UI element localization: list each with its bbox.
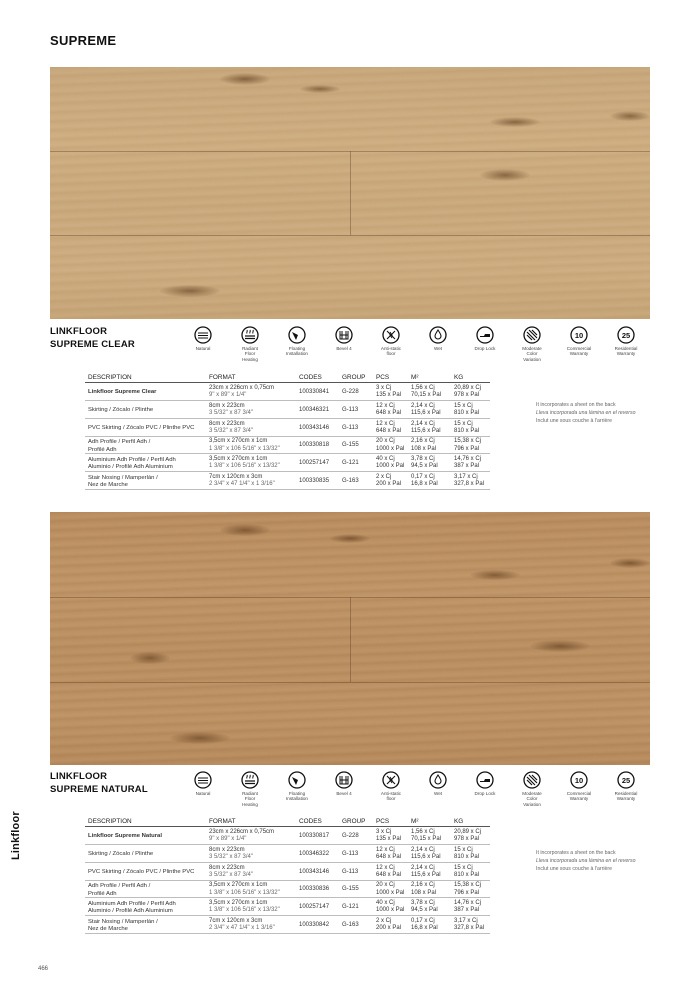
row-group: G-121 [342, 460, 359, 467]
table-row [85, 402, 490, 419]
row-group: G-113 [342, 868, 359, 875]
residential-warranty-icon [596, 771, 656, 802]
row-format: 3,5cm x 270cm x 1cm 1 3/8" x 106 5/16" x 13/32" [209, 882, 280, 896]
col-m2: M² [411, 374, 419, 381]
row-kg: 15 x Cj 810 x Pal [454, 864, 480, 878]
col-codes: CODES [299, 818, 322, 825]
row-format: 8cm x 223cm 3 5/32" x 87 3/4" [209, 864, 253, 878]
row-code: 100330841 [299, 389, 330, 395]
icon-label: Radiant Floor Heating [242, 791, 258, 807]
row-pcs: 3 x Cj 135 x Pal [376, 385, 402, 399]
table-row [85, 846, 490, 863]
row-group: G-121 [342, 904, 359, 911]
row-m2: 3,78 x Cj 94,5 x Pal [411, 900, 438, 914]
row-description: Stair Nosing / Mamperlán / Nez de Marche [88, 475, 158, 489]
row-code: 100346322 [299, 850, 330, 857]
col-group: GROUP [342, 374, 366, 381]
row-kg: 15,38 x Cj 796 x Pal [454, 438, 482, 452]
icon-label: Drop Lock [474, 346, 496, 351]
row-format: 3,5cm x 270cm x 1cm 1 3/8" x 106 5/16" x 13/32" [209, 900, 280, 914]
row-format: 8cm x 223cm 3 5/32" x 87 3/4" [209, 420, 253, 434]
row-pcs: 20 x Cj 1000 x Pal [376, 438, 405, 452]
icon-label: Drop Lock [474, 791, 496, 796]
page-number: 466 [38, 966, 49, 972]
row-kg: 15,38 x Cj 796 x Pal [454, 882, 482, 896]
wood-floor-image-clear [50, 67, 650, 319]
icon-label: Floating Installation [286, 791, 308, 802]
row-pcs: 20 x Cj 1000 x Pal [376, 882, 405, 896]
col-m2: M² [411, 818, 419, 825]
icon-label: Wet [433, 346, 443, 351]
table-row [85, 437, 490, 454]
feature-icons [190, 326, 660, 370]
table-header [85, 818, 490, 827]
row-format: 23cm x 226cm x 0,75cm 9" x 89" x 1/4" [209, 829, 275, 843]
row-description: Linkfloor Supreme Clear [88, 389, 157, 395]
row-code: 100346321 [299, 406, 330, 413]
row-code: 100330817 [299, 833, 330, 839]
page-title: SUPREME [50, 33, 117, 48]
row-description: Linkfloor Supreme Natural [88, 833, 162, 839]
row-code: 100330842 [299, 922, 330, 928]
row-kg: 15 x Cj 810 x Pal [454, 846, 480, 860]
svg-text:25: 25 [621, 776, 631, 785]
row-format: 3,5cm x 270cm x 1cm 1 3/8" x 106 5/16" x 13/32" [209, 456, 280, 470]
row-description: Skirting / Zócalo / Plinthe [88, 406, 154, 413]
row-description: PVC Skirting / Zócalo PVC / Plinthe PVC [88, 868, 195, 875]
row-m2: 0,17 x Cj 16,8 x Pal [411, 918, 438, 932]
row-pcs: 12 x Cj 648 x Pal [376, 846, 402, 860]
table-row [85, 473, 490, 490]
row-m2: 0,17 x Cj 16,8 x Pal [411, 474, 438, 488]
row-m2: 2,14 x Cj 115,6 x Pal [411, 420, 441, 434]
row-description: Adh Profile / Perfil Adh / Profilé Adh [88, 439, 151, 453]
table-row [85, 881, 490, 898]
icon-label: Natural [195, 791, 211, 796]
row-group: G-155 [342, 442, 359, 449]
col-codes: CODES [299, 374, 322, 381]
section-name-natural: LINKFLOOR SUPREME NATURAL [50, 771, 148, 795]
row-group: G-228 [342, 389, 359, 395]
row-format: 8cm x 223cm 3 5/32" x 87 3/4" [209, 402, 253, 416]
row-m2: 2,14 x Cj 115,6 x Pal [411, 402, 441, 416]
row-code: 100330835 [299, 478, 330, 484]
row-pcs: 2 x Cj 200 x Pal [376, 918, 402, 932]
row-group: G-155 [342, 886, 359, 893]
icon-label: Moderate Color Variation [522, 791, 542, 807]
feature-icons [190, 771, 660, 815]
row-pcs: 2 x Cj 200 x Pal [376, 474, 402, 488]
row-pcs: 12 x Cj 648 x Pal [376, 864, 402, 878]
side-brand: Linkfloor [10, 811, 22, 860]
row-code: 100343146 [299, 424, 330, 431]
row-code: 100257147 [299, 460, 330, 467]
col-description: DESCRIPTION [88, 818, 132, 825]
icon-label: Moderate Color Variation [522, 346, 542, 362]
row-kg: 3,17 x Cj 327,8 x Pal [454, 918, 485, 932]
icon-label: Anti-static floor [380, 791, 402, 802]
col-pcs: PCS [376, 374, 390, 381]
section-name-clear: LINKFLOOR SUPREME CLEAR [50, 326, 135, 350]
table-row [85, 899, 490, 916]
icon-label: Anti-static floor [380, 346, 402, 357]
backing-note-natural: It incorporates a sheet on the back Lleva incorporada una lámina en el reverso Inclut une sous couche à l'arrière [536, 850, 636, 872]
row-pcs: 3 x Cj 135 x Pal [376, 829, 402, 843]
icon-label: Commercial Warranty [566, 791, 592, 802]
row-description: Aluminium Adh Profile / Perfil Adh Aluminio / Profilé Adh Aluminium [88, 457, 176, 471]
row-kg: 3,17 x Cj 327,8 x Pal [454, 474, 485, 488]
table-header [85, 374, 490, 383]
row-format: 7cm x 120cm x 3cm 2 3/4" x 47 1/4" x 1 3/16" [209, 474, 275, 488]
row-pcs: 12 x Cj 648 x Pal [376, 402, 402, 416]
row-kg: 15 x Cj 810 x Pal [454, 402, 480, 416]
row-kg: 15 x Cj 810 x Pal [454, 420, 480, 434]
col-kg: KG [454, 374, 464, 381]
row-kg: 20,89 x Cj 978 x Pal [454, 385, 482, 399]
row-description: Aluminium Adh Profile / Perfil Adh Aluminio / Profilé Adh Aluminium [88, 901, 176, 915]
row-pcs: 40 x Cj 1000 x Pal [376, 456, 405, 470]
col-pcs: PCS [376, 818, 390, 825]
backing-note-clear: It incorporates a sheet on the back Lleva incorporada una lámina en el reverso Inclut une sous couche à l'arrière [536, 402, 636, 424]
row-code: 100257147 [299, 904, 330, 911]
row-kg: 14,76 x Cj 387 x Pal [454, 456, 482, 470]
row-code: 100330836 [299, 886, 330, 893]
row-description: PVC Skirting / Zócalo PVC / Plinthe PVC [88, 424, 195, 431]
svg-text:10: 10 [574, 776, 584, 785]
row-format: 23cm x 226cm x 0,75cm 9" x 89" x 1/4" [209, 385, 275, 399]
row-m2: 2,16 x Cj 108 x Pal [411, 882, 437, 896]
icon-label: Residential Warranty [614, 791, 638, 802]
col-format: FORMAT [209, 374, 236, 381]
row-m2: 1,56 x Cj 70,15 x Pal [411, 385, 442, 399]
icon-label: Commercial Warranty [566, 346, 592, 357]
row-format: 7cm x 120cm x 3cm 2 3/4" x 47 1/4" x 1 3/16" [209, 918, 275, 932]
row-group: G-113 [342, 406, 359, 413]
table-row [85, 455, 490, 472]
icon-label: Floating Installation [286, 346, 308, 357]
row-group: G-228 [342, 833, 359, 839]
icon-label: Radiant Floor Heating [242, 346, 258, 362]
svg-text:25: 25 [621, 331, 631, 340]
table-row [85, 384, 490, 401]
col-format: FORMAT [209, 818, 236, 825]
icon-label: Wet [433, 791, 443, 796]
table-row [85, 828, 490, 845]
table-row [85, 917, 490, 934]
row-m2: 1,56 x Cj 70,15 x Pal [411, 829, 442, 843]
row-code: 100330818 [299, 442, 330, 449]
row-description: Stair Nosing / Mamperlán / Nez de Marche [88, 919, 158, 933]
row-format: 3,5cm x 270cm x 1cm 1 3/8" x 106 5/16" x 13/32" [209, 438, 280, 452]
row-m2: 2,16 x Cj 108 x Pal [411, 438, 437, 452]
wood-floor-image-natural [50, 512, 650, 765]
row-description: Skirting / Zócalo / Plinthe [88, 850, 154, 857]
row-m2: 3,78 x Cj 94,5 x Pal [411, 456, 438, 470]
col-description: DESCRIPTION [88, 374, 132, 381]
row-group: G-163 [342, 922, 359, 928]
row-group: G-163 [342, 478, 359, 484]
table-row [85, 864, 490, 881]
icon-label: Bevel 4 [336, 346, 352, 351]
row-description: Adh Profile / Perfil Adh / Profilé Adh [88, 883, 151, 897]
svg-text:10: 10 [574, 331, 584, 340]
row-group: G-113 [342, 424, 359, 431]
icon-label: Bevel 4 [336, 791, 352, 796]
row-pcs: 12 x Cj 648 x Pal [376, 420, 402, 434]
icon-label: Residential Warranty [614, 346, 638, 357]
row-format: 8cm x 223cm 3 5/32" x 87 3/4" [209, 846, 253, 860]
row-kg: 20,89 x Cj 978 x Pal [454, 829, 482, 843]
residential-warranty-icon [596, 326, 656, 357]
icon-label: Natural [195, 346, 211, 351]
row-m2: 2,14 x Cj 115,6 x Pal [411, 864, 441, 878]
row-kg: 14,76 x Cj 387 x Pal [454, 900, 482, 914]
row-code: 100343146 [299, 868, 330, 875]
row-group: G-113 [342, 850, 359, 857]
table-row [85, 420, 490, 437]
row-m2: 2,14 x Cj 115,6 x Pal [411, 846, 441, 860]
row-pcs: 40 x Cj 1000 x Pal [376, 900, 405, 914]
col-group: GROUP [342, 818, 366, 825]
col-kg: KG [454, 818, 464, 825]
